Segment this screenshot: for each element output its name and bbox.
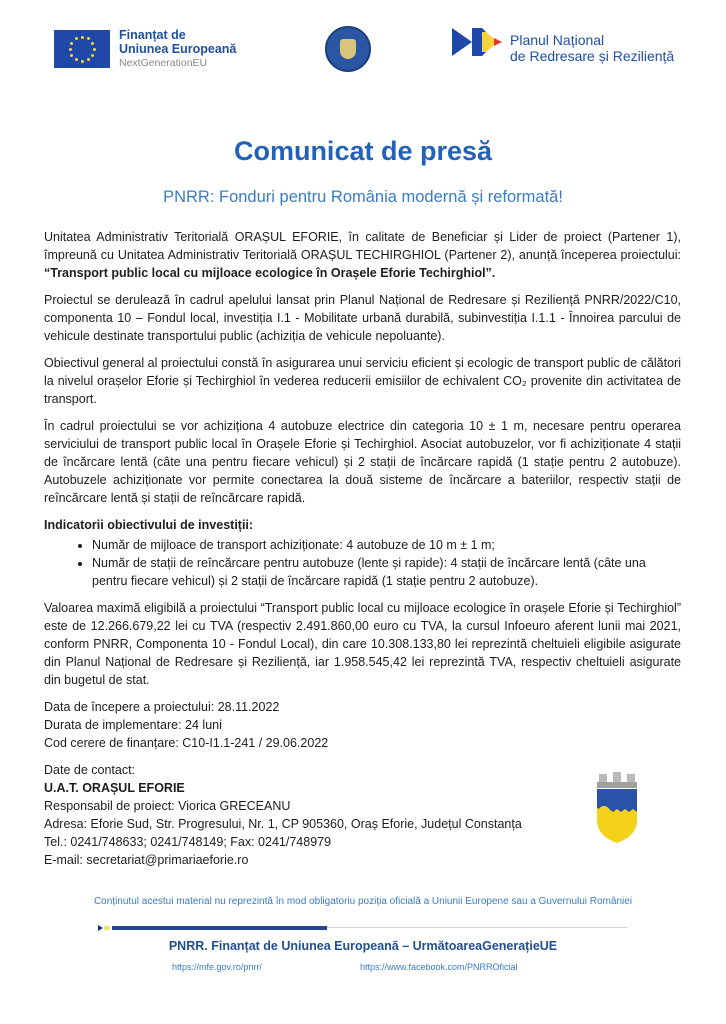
indicator-item: • Număr de stații de reîncărcare pentru autobuze (lente și rapide): 4 stații de încărcare lentă (câte una pentru fiecare vehicul) și 2 stații de încărcare rapidă (1 stație pentru 2 autobuze).: [92, 554, 681, 590]
pnrr-arrow-icon: [452, 26, 508, 58]
indicators-heading: [44, 516, 681, 534]
coat-of-arms-shape: [340, 39, 356, 59]
eu-flag-icon: [54, 30, 110, 68]
indicators-heading-text: Indicatorii obiectivului de investiții:: [44, 518, 254, 532]
contact-phone: Tel.: 0241/748633; 0241/748149; Fax: 0241/748979: [44, 835, 332, 849]
project-name: “Transport public local cu mijloace ecologice în Orașele Eforie Techirghiol”.: [44, 266, 496, 280]
mfe-link[interactable]: https://mfe.gov.ro/pnrr/: [172, 962, 262, 972]
start-date: Data de începere a proiectului: 28.11.2022: [44, 700, 280, 714]
call-paragraph: Proiectul se derulează în cadrul apelului lansat prin Planul Național de Redresare și Reziliență PNRR/2022/C10, componenta 10 – Fondul local, investiția I.1 - Mobilitate urbană durabilă, subinvestiția I.1.1 - Înnoirea parcului de vehicule destinate transportului public (achiziția de vehicule nepoluante).: [44, 293, 681, 343]
eu-star: [87, 37, 90, 40]
footer-title: PNRR. Finanțat de Uniunea Europeană – UrmătoareaGenerațieUE: [168, 939, 558, 953]
contact-label: Date de contact:: [44, 763, 136, 777]
romanian-government-seal-icon: [325, 26, 371, 72]
eu-logo-line3: NextGenerationEU: [119, 57, 208, 69]
eu-star: [75, 58, 78, 61]
contact-address: Adresa: Eforie Sud, Str. Progresului, Nr. 1, CP 905360, Oraș Eforie, Județul Constanța: [44, 817, 522, 831]
contact-organization: U.A.T. ORAȘUL EFORIE: [44, 781, 185, 795]
eu-star: [81, 60, 84, 63]
divider-grey-segment: [327, 927, 627, 928]
eu-disclaimer: Conținutul acestui material nu reprezintă în mod obligatoriu poziția oficială a Uniunii Europene sau a Guvernului României: [93, 896, 633, 907]
contact-email[interactable]: E-mail: secretariat@primariaeforie.ro: [44, 853, 249, 867]
footer-divider: [98, 926, 628, 930]
logo-bar: [0, 22, 726, 78]
objective-paragraph: Obiectivul general al proiectului constă în asigurarea unui serviciu eficient și ecologic de transport public de călători la nivelul orașelor Eforie și Techirghiol în vederea reducerii emisiilor de echivalent CO₂ provenite din activitatea de transport.: [44, 356, 681, 406]
acquisition-paragraph: În cadrul proiectului se vor achiziționa 4 autobuze electrice din categoria 10 ± 1 m, necesare pentru operarea serviciului de transport public local în Orașele Eforie și Techirghiol. Asociat autobuzelor, vor fi achiziționate 4 stații de încărcare lentă (câte una pentru fiecare vehicul) și 2 stații de încărcare rapidă (1 stație pentru 2 autobuze). Autobuzele achiziționate vor permite conectarea la două sisteme de încărcare a bateriilor, respectiv stații de reîncărcare lentă și stații de reîncărcare rapidă.: [44, 419, 681, 505]
divider-arrow-icon: [98, 925, 103, 931]
eu-star: [75, 37, 78, 40]
pnrr-logo: [452, 26, 674, 64]
request-code: Cod cerere de finanțare: C10-I1.1-241 / 29.06.2022: [44, 736, 329, 750]
eforie-coat-of-arms-icon: [594, 772, 640, 844]
divider-yellow-segment: [104, 926, 110, 930]
pnrr-logo-line1: Planul Național: [510, 32, 605, 48]
duration: Durata de implementare: 24 luni: [44, 718, 222, 732]
intro-text: Unitatea Administrativ Teritorială ORAȘUL EFORIE, în calitate de Beneficiar și Lider de proiect (Partener 1), împreună cu Unitatea Administrativ Teritorială ORAȘUL TECHIRGHIOL (Partener 2), anunță începerea proiectului:: [44, 230, 681, 262]
eu-star: [70, 42, 73, 45]
contact-responsible: Responsabil de proiect: Viorica GRECEANU: [44, 799, 291, 813]
eu-star: [91, 42, 94, 45]
intro-paragraph: [44, 228, 681, 282]
eu-funding-logo: [54, 28, 236, 70]
indicators-list: [44, 536, 681, 590]
eu-star: [93, 48, 96, 51]
eu-logo-line1: Finanțat de: [119, 28, 186, 42]
eu-star: [87, 58, 90, 61]
facebook-link[interactable]: https://www.facebook.com/PNRROficial: [360, 962, 518, 972]
eu-star: [81, 36, 84, 39]
page-subtitle: PNRR: Fonduri pentru România modernă și reformată!: [163, 188, 563, 206]
eu-star: [91, 54, 94, 57]
divider-blue-segment: [112, 926, 327, 930]
eu-star: [70, 54, 73, 57]
pnrr-logo-line2: de Redresare și Reziliență: [510, 48, 675, 64]
page-title: Comunicat de presă: [233, 136, 493, 166]
project-info: [44, 698, 681, 752]
press-release-body: [44, 228, 681, 878]
indicator-item: • Număr de mijloace de transport achiziționate: 4 autobuze de 10 m ± 1 m;: [92, 536, 681, 554]
eu-logo-line2: Uniunea Europeană: [119, 42, 237, 56]
eu-star: [69, 48, 72, 51]
value-paragraph: Valoarea maximă eligibilă a proiectului “Transport public local cu mijloace ecologice în orașele Eforie și Techirghiol” este de 12.266.679,22 lei cu TVA (respectiv 2.491.860,00 euro cu TVA, la cursul Infoeuro aferent lunii mai 2021, conform PNRR, Componenta 10 - Fondul Local), din care 10.308.133,80 lei reprezintă cheltuieli eligibile asigurate din Planul Național de Redresare și Reziliență, iar 1.958.545,42 lei reprezintă TVA, respectiv cheltuieli asigurate din bugetul de stat.: [44, 601, 681, 687]
contact-block: [44, 761, 681, 869]
